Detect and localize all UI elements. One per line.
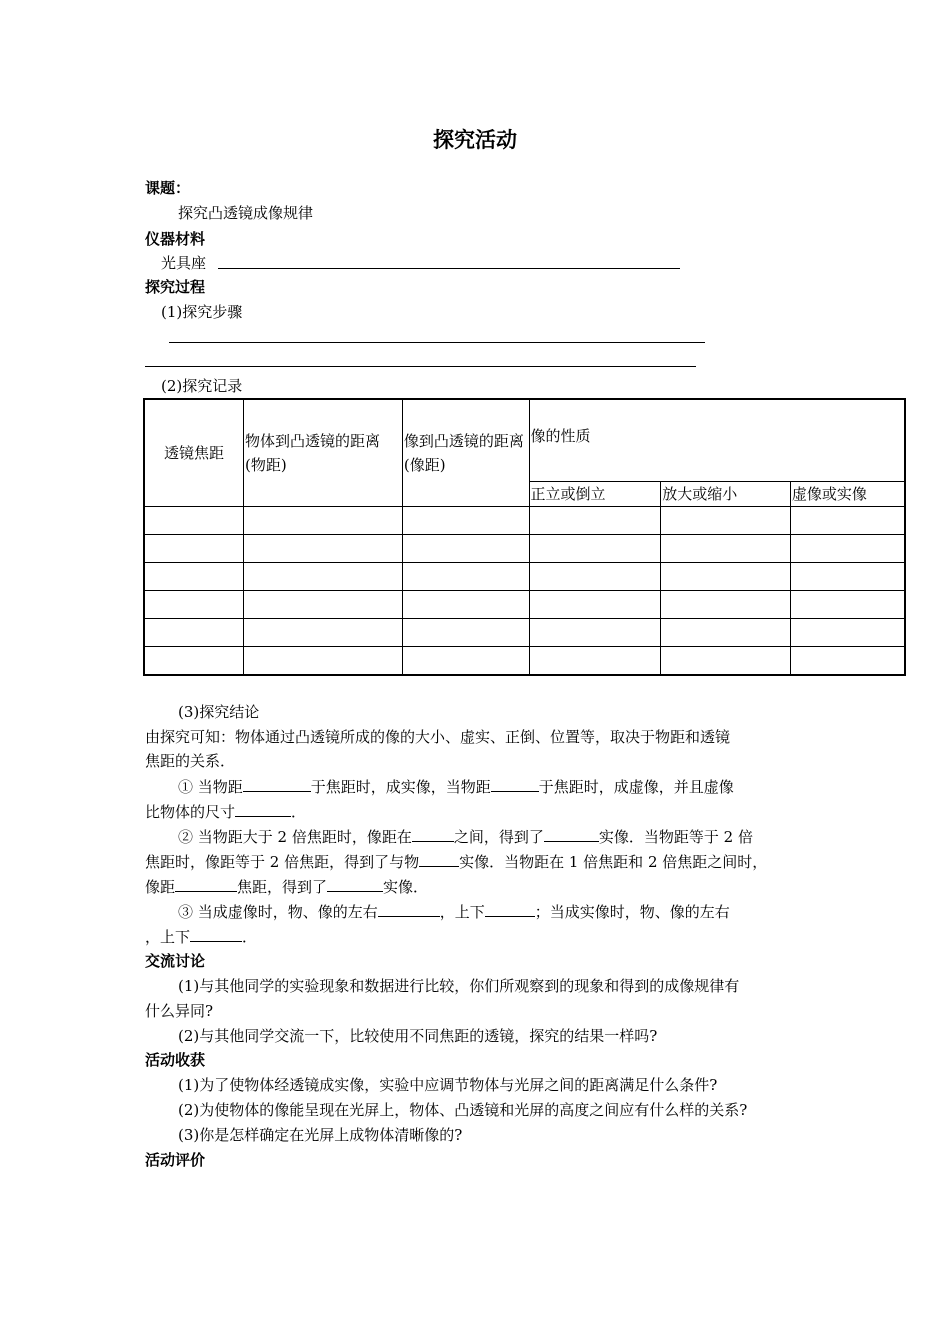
c2-text-b: 之间，得到了: [453, 828, 544, 846]
discussion-q1b: 什么异同?: [145, 1002, 214, 1020]
c1-text-a: ① 当物距: [178, 778, 243, 796]
c1-text-b: 于焦距时，成实像，当物距: [310, 778, 491, 796]
blank-8[interactable]: [327, 877, 383, 892]
steps-blank-line-2[interactable]: [145, 366, 696, 367]
blank-3[interactable]: [235, 802, 291, 817]
conclusion-line-2: [145, 801, 306, 822]
table-cell[interactable]: [790, 535, 905, 563]
table-cell[interactable]: [661, 563, 791, 591]
conclusion-line-3: [178, 826, 753, 847]
topic-content: 探究凸透镜成像规律: [178, 204, 314, 222]
table-row: [144, 563, 905, 591]
table-cell[interactable]: [144, 563, 244, 591]
header-focal-length: 透镜焦距: [144, 399, 244, 507]
c3-text-c: ；当成实像时，物、像的左右: [534, 903, 730, 921]
conclusion-line-6: [178, 901, 730, 922]
c3-text-b: ，上下: [439, 903, 485, 921]
header-magnified-reduced: 放大或缩小: [661, 482, 791, 507]
table-cell[interactable]: [529, 563, 661, 591]
c3-text-d: ，上下: [145, 928, 191, 946]
materials-heading: 仪器材料: [145, 230, 206, 248]
topic-heading: 课题：: [145, 179, 191, 197]
discussion-heading: 交流讨论: [145, 952, 206, 970]
materials-item: 光具座: [161, 254, 207, 272]
process-heading: 探究过程: [145, 278, 206, 296]
table-cell[interactable]: [244, 563, 403, 591]
table-cell[interactable]: [244, 535, 403, 563]
c3-text-a: ③ 当成虚像时，物、像的左右: [178, 903, 378, 921]
table-cell[interactable]: [244, 507, 403, 535]
record-table: [143, 398, 906, 676]
table-cell[interactable]: [529, 591, 661, 619]
harvest-q1: (1)为了使物体经透镜成实像，实验中应调节物体与光屏之间的距离满足什么条件?: [178, 1076, 718, 1094]
c3-text-e: ．: [242, 928, 258, 946]
conclusion-line-4: [145, 851, 767, 872]
c1-text-d: 比物体的尺寸: [145, 803, 236, 821]
c2-text-g: 焦距，得到了: [237, 878, 328, 896]
table-cell[interactable]: [144, 591, 244, 619]
table-cell[interactable]: [790, 563, 905, 591]
blank-6[interactable]: [419, 852, 459, 867]
harvest-q3: (3)你是怎样确定在光屏上成物体清晰像的?: [178, 1126, 463, 1144]
materials-blank-line[interactable]: [218, 268, 680, 269]
conclusion-intro-1: 由探究可知：物体通过凸透镜所成的像的大小、虚实、正倒、位置等，取决于物距和透镜: [145, 728, 731, 746]
table-cell[interactable]: [529, 619, 661, 647]
table-cell[interactable]: [144, 507, 244, 535]
evaluation-heading: 活动评价: [145, 1151, 206, 1169]
conclusion-line-5: [145, 876, 428, 897]
table-cell[interactable]: [402, 619, 529, 647]
table-row: [144, 535, 905, 563]
table-cell[interactable]: [661, 619, 791, 647]
blank-5[interactable]: [544, 827, 599, 842]
c1-text-e: ．: [291, 803, 307, 821]
table-cell[interactable]: [661, 535, 791, 563]
blank-2[interactable]: [491, 777, 539, 792]
table-cell[interactable]: [244, 591, 403, 619]
conclusion-intro-2: 焦距的关系．: [145, 752, 236, 770]
discussion-q2: (2)与其他同学交流一下，比较使用不同焦距的透镜，探究的结果一样吗?: [178, 1027, 658, 1045]
header-object-distance: 物体到凸透镜的距离(物距): [244, 399, 403, 507]
process-step2: (2)探究记录: [161, 377, 243, 395]
blank-10[interactable]: [485, 902, 535, 917]
table-cell[interactable]: [661, 507, 791, 535]
table-cell[interactable]: [144, 647, 244, 676]
table-cell[interactable]: [144, 619, 244, 647]
c1-text-c: 于焦距时，成虚像，并且虚像: [538, 778, 734, 796]
process-step1: (1)探究步骤: [161, 303, 243, 321]
page-title: 探究活动: [433, 127, 517, 152]
table-cell[interactable]: [402, 647, 529, 676]
blank-1[interactable]: [243, 777, 311, 792]
conclusion-line-1: [178, 776, 734, 797]
discussion-q1a: (1)与其他同学的实验现象和数据进行比较，你们所观察到的现象和得到的成像规律有: [178, 977, 740, 995]
table-cell[interactable]: [402, 563, 529, 591]
process-step3: (3)探究结论: [178, 703, 260, 721]
table-row: [144, 507, 905, 535]
table-cell[interactable]: [244, 647, 403, 676]
header-virtual-real: 虚像或实像: [790, 482, 905, 507]
conclusion-line-7: [145, 926, 257, 947]
c2-text-c: 实像．当物距等于 2 倍: [598, 828, 753, 846]
blank-9[interactable]: [378, 902, 440, 917]
table-cell[interactable]: [529, 535, 661, 563]
table-cell[interactable]: [790, 647, 905, 676]
c2-text-a: ② 当物距大于 2 倍焦距时，像距在: [178, 828, 412, 846]
harvest-q2: (2)为使物体的像能呈现在光屏上，物体、凸透镜和光屏的高度之间应有什么样的关系?: [178, 1101, 748, 1119]
table-cell[interactable]: [661, 647, 791, 676]
header-upright-inverted: 正立或倒立: [529, 482, 661, 507]
table-cell[interactable]: [661, 591, 791, 619]
header-image-distance: 像到凸透镜的距离(像距): [402, 399, 529, 507]
c2-text-h: 实像．: [383, 878, 429, 896]
blank-11[interactable]: [190, 927, 242, 942]
table-cell[interactable]: [402, 507, 529, 535]
table-row: [144, 591, 905, 619]
header-image-properties: 像的性质: [529, 399, 905, 482]
table-cell[interactable]: [402, 535, 529, 563]
c2-text-d: 焦距时，像距等于 2 倍焦距，得到了与物: [145, 853, 420, 871]
table-cell[interactable]: [402, 591, 529, 619]
c2-text-f: 像距: [145, 878, 176, 896]
table-row: [144, 647, 905, 676]
table-cell[interactable]: [790, 619, 905, 647]
table-row: [144, 619, 905, 647]
blank-4[interactable]: [412, 827, 454, 842]
harvest-heading: 活动收获: [145, 1051, 206, 1069]
table-cell[interactable]: [790, 591, 905, 619]
table-cell[interactable]: [529, 507, 661, 535]
table-cell[interactable]: [244, 619, 403, 647]
blank-7[interactable]: [175, 877, 237, 892]
table-cell[interactable]: [529, 647, 661, 676]
table-cell[interactable]: [790, 507, 905, 535]
steps-blank-line-1[interactable]: [169, 342, 705, 343]
c2-text-e: 实像．当物距在 1 倍焦距和 2 倍焦距之间时，: [459, 853, 768, 871]
table-cell[interactable]: [144, 535, 244, 563]
